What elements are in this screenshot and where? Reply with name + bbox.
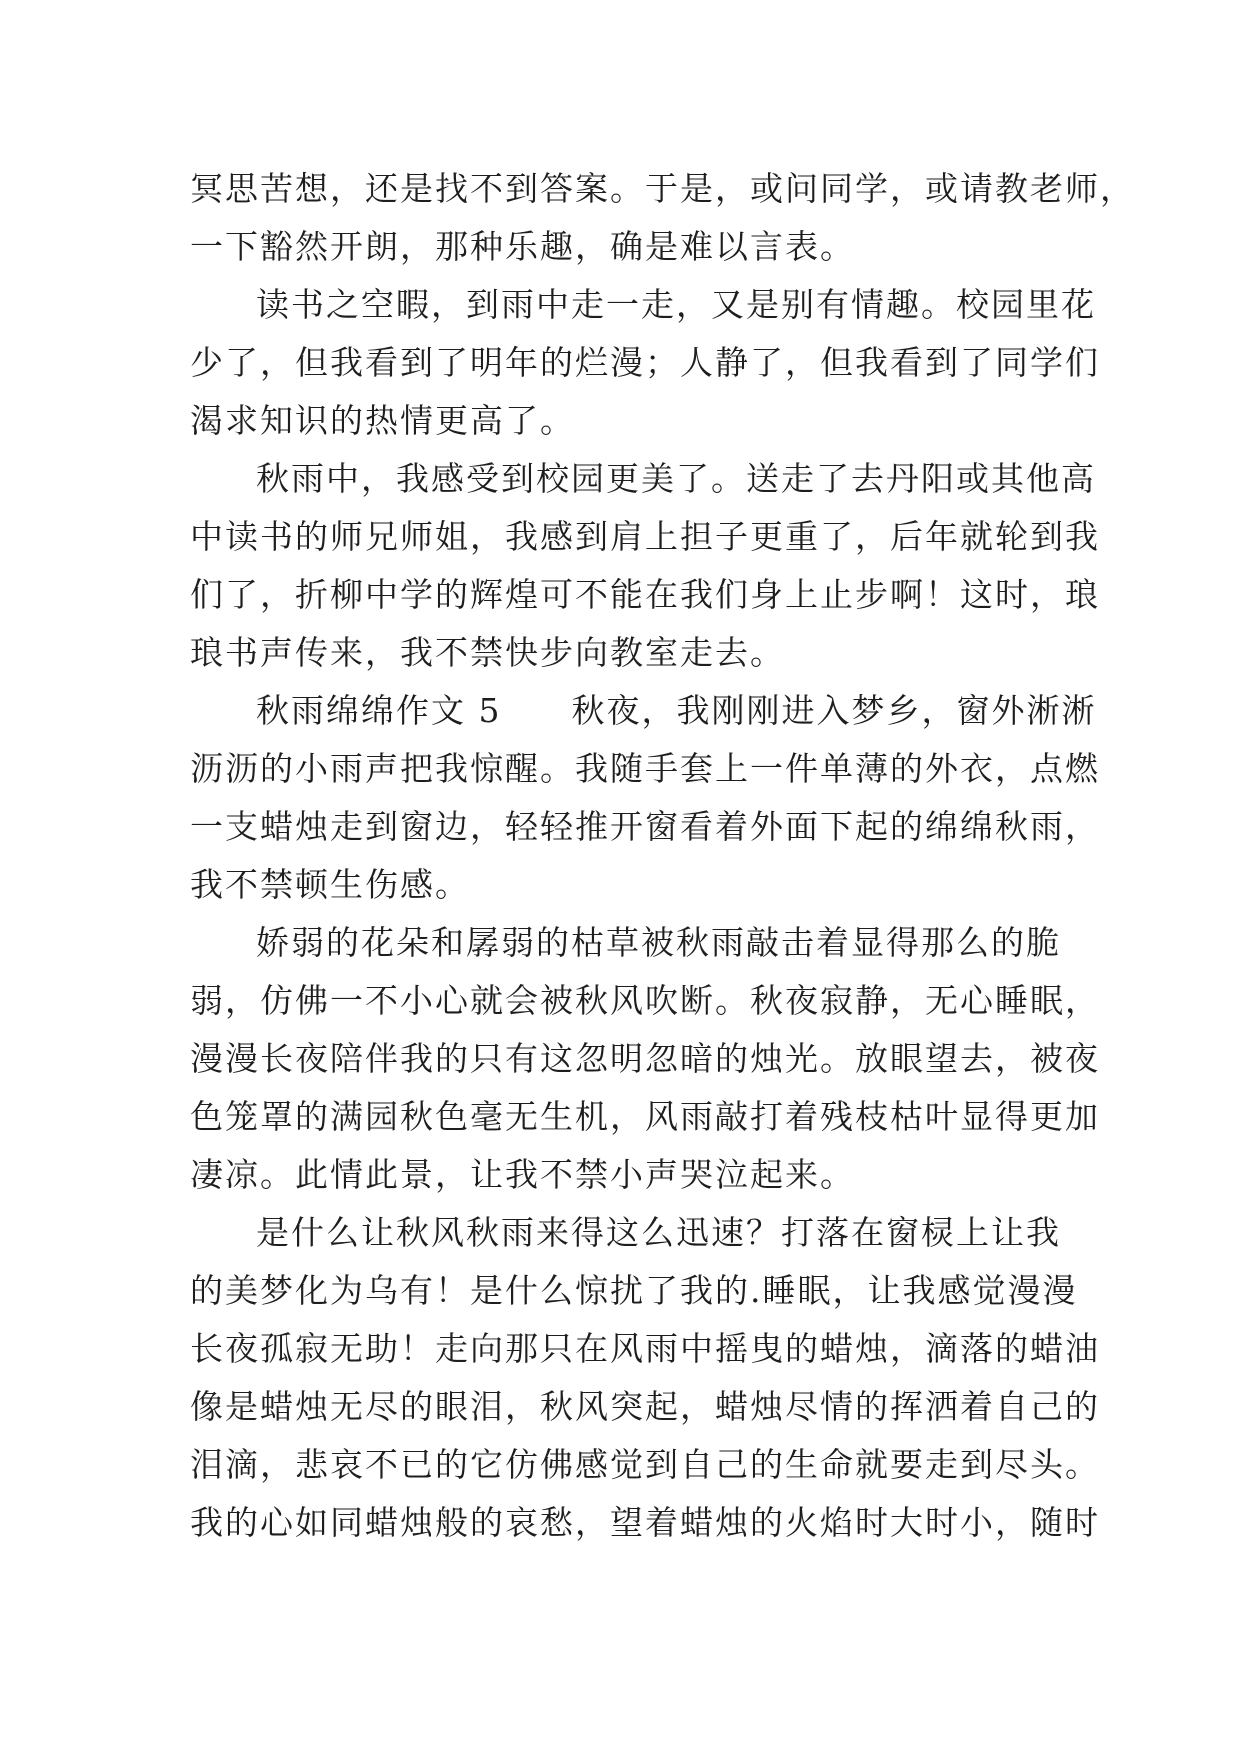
text-line: 我不禁顿生伤感。	[190, 865, 470, 904]
text-line: 弱，仿佛一不小心就会被秋风吹断。秋夜寂静，无心睡眠，	[190, 981, 1100, 1020]
text-line: 一支蜡烛走到窗边，轻轻推开窗看着外面下起的绵绵秋雨，	[190, 807, 1100, 846]
text-line: 中读书的师兄师姐，我感到肩上担子更重了，后年就轮到我	[190, 517, 1100, 556]
text-line: 漫漫长夜陪伴我的只有这忽明忽暗的烛光。放眼望去，被夜	[190, 1039, 1100, 1078]
text-line: 冥思苦想，还是找不到答案。于是，或问同学，或请教老师，	[190, 169, 1135, 208]
text-line: 我的心如同蜡烛般的哀愁，望着蜡烛的火焰时大时小，随时	[190, 1503, 1100, 1542]
text-line: 色笼罩的满园秋色毫无生机，风雨敲打着残枝枯叶显得更加	[190, 1097, 1100, 1136]
text-line: 琅书声传来，我不禁快步向教室走去。	[190, 633, 785, 672]
text-line: 秋雨绵绵作文 5 秋夜，我刚刚进入梦乡，窗外淅淅	[256, 691, 1097, 730]
text-line: 少了，但我看到了明年的烂漫；人静了，但我看到了同学们	[190, 343, 1100, 382]
text-line: 娇弱的花朵和孱弱的枯草被秋雨敲击着显得那么的脆	[256, 923, 1061, 962]
text-line: 一下豁然开朗，那种乐趣，确是难以言表。	[190, 227, 855, 266]
text-line: 长夜孤寂无助！走向那只在风雨中摇曳的蜡烛，滴落的蜡油	[190, 1329, 1100, 1368]
document-body	[190, 160, 1135, 1552]
text-line: 像是蜡烛无尽的眼泪，秋风突起，蜡烛尽情的挥洒着自己的	[190, 1387, 1100, 1426]
text-line: 沥沥的小雨声把我惊醒。我随手套上一件单薄的外衣，点燃	[190, 749, 1100, 788]
text-line: 是什么让秋风秋雨来得这么迅速？打落在窗棂上让我	[256, 1213, 1061, 1252]
text-line: 们了，折柳中学的辉煌可不能在我们身上止步啊！这时，琅	[190, 575, 1100, 614]
text-line: 泪滴，悲哀不已的它仿佛感觉到自己的生命就要走到尽头。	[190, 1445, 1100, 1484]
text-line: 的美梦化为乌有！是什么惊扰了我的.睡眠，让我感觉漫漫	[190, 1271, 1078, 1310]
text-line: 渴求知识的热情更高了。	[190, 401, 575, 440]
text-line: 读书之空暇，到雨中走一走，又是别有情趣。校园里花	[256, 285, 1096, 324]
text-line: 秋雨中，我感受到校园更美了。送走了去丹阳或其他高	[256, 459, 1096, 498]
text-line: 凄凉。此情此景，让我不禁小声哭泣起来。	[190, 1155, 855, 1194]
